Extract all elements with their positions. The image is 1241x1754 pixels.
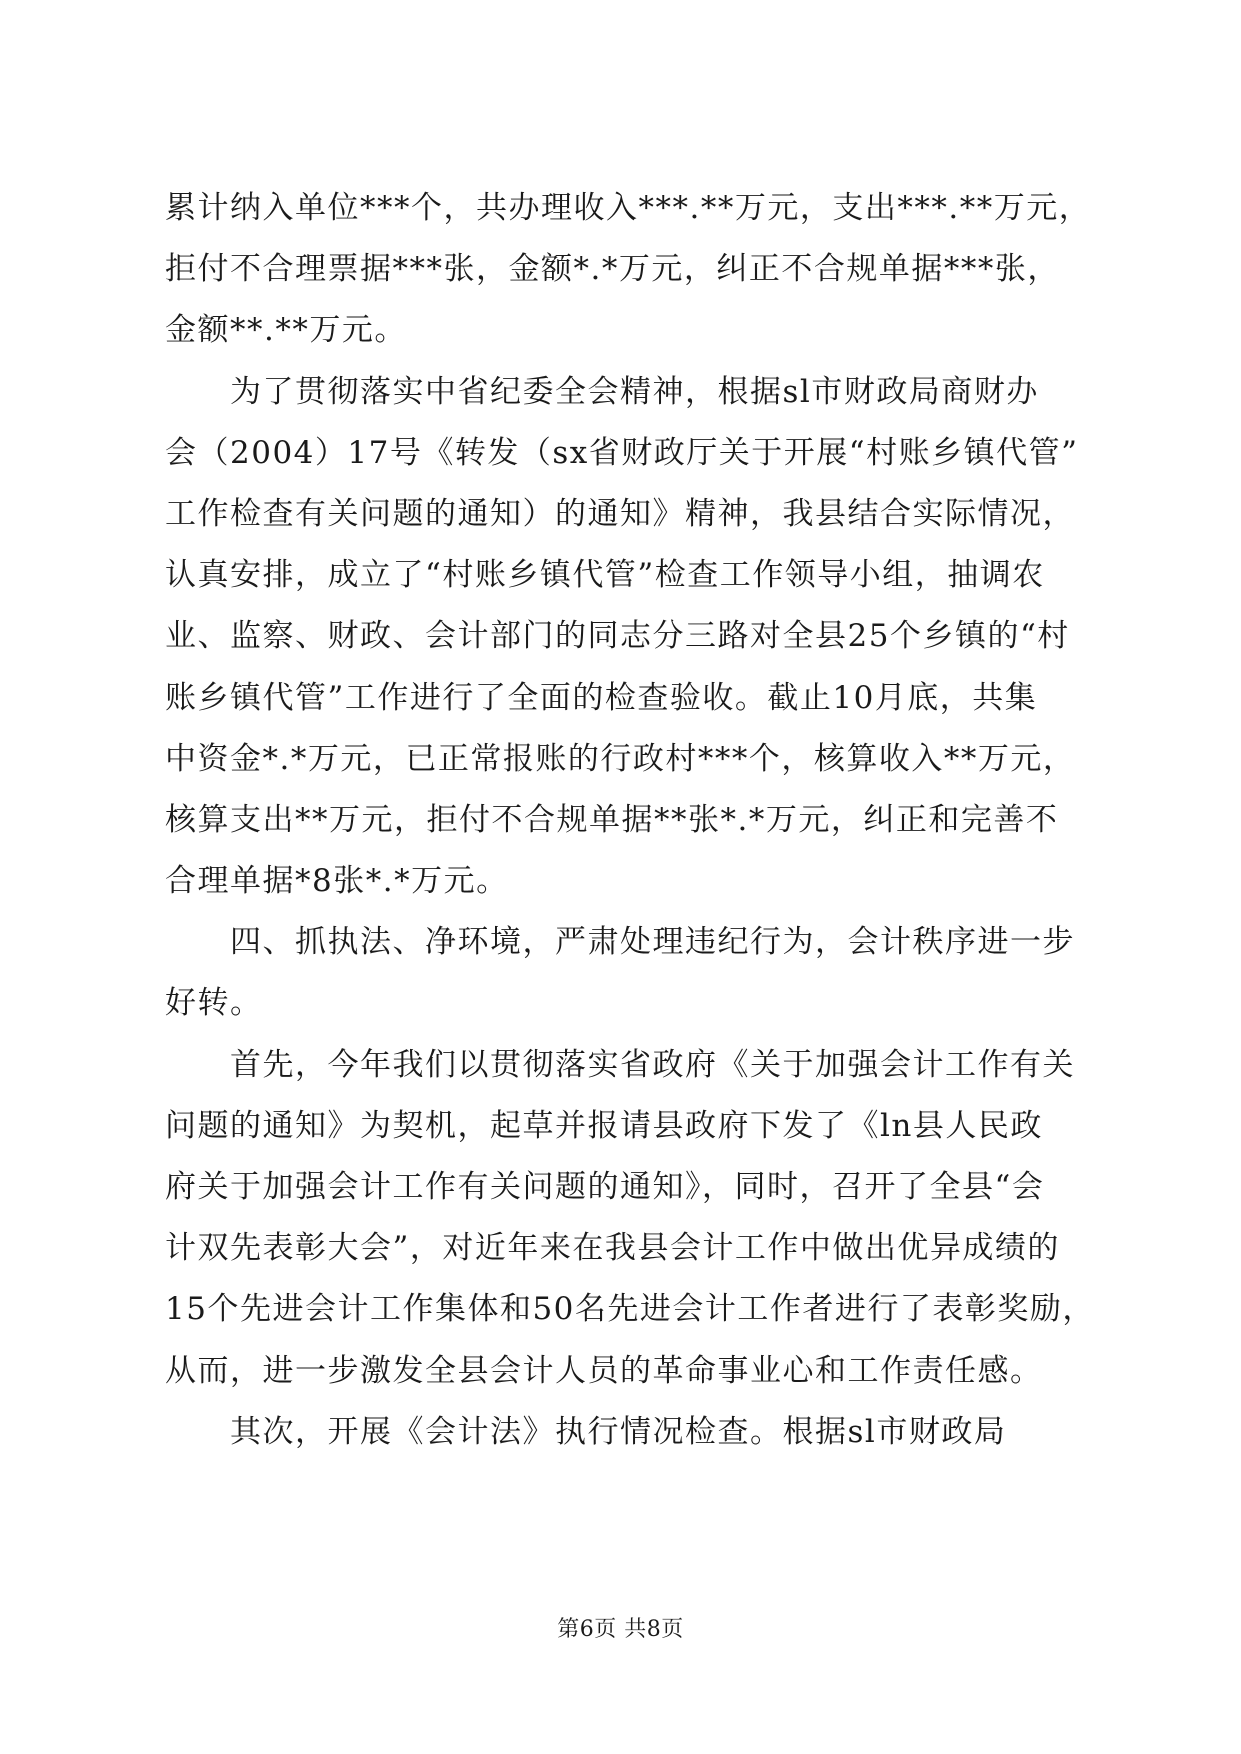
text-line: 15个先进会计工作集体和50名先进会计工作者进行了表彰奖励， xyxy=(165,1291,1095,1328)
text-line: 金额**.**万元。 xyxy=(165,312,407,349)
text-line: 工作检查有关问题的通知）的通知》精神，我县结合实际情况， xyxy=(165,495,1075,532)
paragraph-start-line: 为了贯彻落实中省纪委全会精神，根据sl市财政局商财办 xyxy=(230,373,1039,410)
text-line: 会（2004）17号《转发（sx省财政厅关于开展“村账乡镇代管” xyxy=(165,434,1079,471)
text-line: 拒付不合理票据***张，金额*.*万元，纠正不合规单据***张， xyxy=(165,251,1060,288)
section-heading-line: 四、抓执法、净环境，严肃处理违纪行为，会计秩序进一步 xyxy=(230,924,1075,961)
text-line: 核算支出**万元，拒付不合规单据**张*.*万元，纠正和完善不 xyxy=(165,801,1059,838)
text-line: 业、监察、财政、会计部门的同志分三路对全县25个乡镇的“村 xyxy=(165,618,1070,655)
text-line: 账乡镇代管”工作进行了全面的检查验收。截止10月底，共集 xyxy=(165,679,1038,716)
paragraph-start-line: 首先，今年我们以贯彻落实省政府《关于加强会计工作有关 xyxy=(230,1046,1075,1083)
section-heading-line: 好转。 xyxy=(165,985,263,1022)
text-line: 问题的通知》为契机，起草并报请县政府下发了《ln县人民政 xyxy=(165,1107,1043,1144)
paragraph-start-line: 其次，开展《会计法》执行情况检查。根据sl市财政局 xyxy=(230,1413,1007,1450)
text-line: 从而，进一步激发全县会计人员的革命事业心和工作责任感。 xyxy=(165,1352,1043,1389)
text-line: 中资金*.*万元，已正常报账的行政村***个，核算收入**万元， xyxy=(165,740,1076,777)
text-line: 认真安排，成立了“村账乡镇代管”检查工作领导小组，抽调农 xyxy=(165,557,1045,594)
text-line: 计双先表彰大会”，对近年来在我县会计工作中做出优异成绩的 xyxy=(165,1230,1060,1267)
page-number-footer: 第6页 共8页 xyxy=(557,1617,684,1642)
document-body xyxy=(165,178,1095,1463)
text-line: 府关于加强会计工作有关问题的通知》，同时，召开了全县“会 xyxy=(165,1169,1045,1205)
text-line: 累计纳入单位***个，共办理收入***.**万元，支出***.**万元， xyxy=(165,190,1092,226)
text-line: 合理单据*8张*.*万元。 xyxy=(165,863,509,900)
